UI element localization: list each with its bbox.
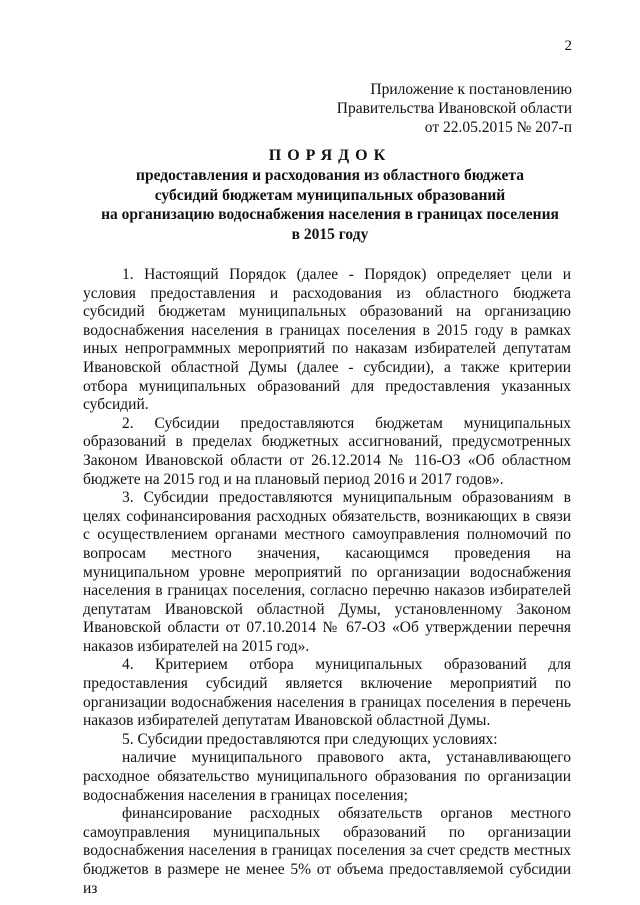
title-main: ПОРЯДОК: [268, 147, 392, 164]
appendix-line: Правительства Ивановской области: [336, 100, 572, 117]
paragraph: 1. Настоящий Порядок (далее - Порядок) определяет цели и условия предоставления и расходования из областного бюджета субсидий бюджетам муниципальных образований на организацию водоснабжения населения в границах поселения в 2015 году в рамках иных непрограммных мероприятий по наказам избирателей депутатам Ивановской областной Думы (далее - субсидии), а также критерии отбора муниципальных образований для предоставления указанных субсидий.: [83, 266, 571, 414]
paragraph: 3. Субсидии предоставляются муниципальным образованиям в целях софинансирования расходных обязательств, возникающих в связи с осуществлением органами местного самоуправления полномочий по вопросам местного значения, касающимся проведения на муниципальном уровне мероприятий по организации водоснабжения населения в границах поселения, согласно перечню наказов избирателей депутатам Ивановской областной Думы, установленному Законом Ивановской области от 07.10.2014 № 67-ОЗ «Об утверждении перечня наказов избирателей на 2015 год».: [83, 489, 571, 655]
paragraph: 4. Критерием отбора муниципальных образований для предоставления субсидий является включение мероприятий по организации водоснабжения населения в границах поселения в перечень наказов избирателей депутатам Ивановской областной Думы.: [83, 656, 571, 730]
document-title: [80, 146, 580, 244]
title-line: в 2015 году: [291, 225, 369, 243]
title-line: субсидий бюджетам муниципальных образований: [154, 186, 506, 204]
document-body: [83, 266, 571, 898]
title-line: предоставления и расходования из областного бюджета: [136, 167, 524, 184]
title-line: на организацию водоснабжения населения в границах поселения: [101, 206, 559, 223]
paragraph: 2. Субсидии предоставляются бюджетам муниципальных образований в пределах бюджетных ассигнований, предусмотренных Законом Ивановской области от 26.12.2014 № 116-ОЗ «Об областном бюджете на 2015 год и на плановый период 2016 и 2017 годов».: [83, 414, 571, 488]
paragraph: финансирование расходных обязательств органов местного самоуправления муниципальных образований по организации водоснабжения населения в границах поселения за счет средств местных бюджетов в размере не менее 5% от объема предоставляемой субсидии из: [83, 805, 571, 897]
appendix-line: Приложение к постановлению: [370, 81, 572, 98]
paragraph: 5. Субсидии предоставляются при следующих условиях:: [122, 730, 498, 748]
appendix-line: от 22.05.2015 № 207-п: [424, 119, 572, 136]
page-number: 2: [564, 38, 572, 54]
paragraph: наличие муниципального правового акта, устанавливающего расходное обязательство муниципального образования по организации водоснабжения населения в границах поселения;: [83, 749, 571, 804]
appendix-header: [337, 80, 572, 137]
